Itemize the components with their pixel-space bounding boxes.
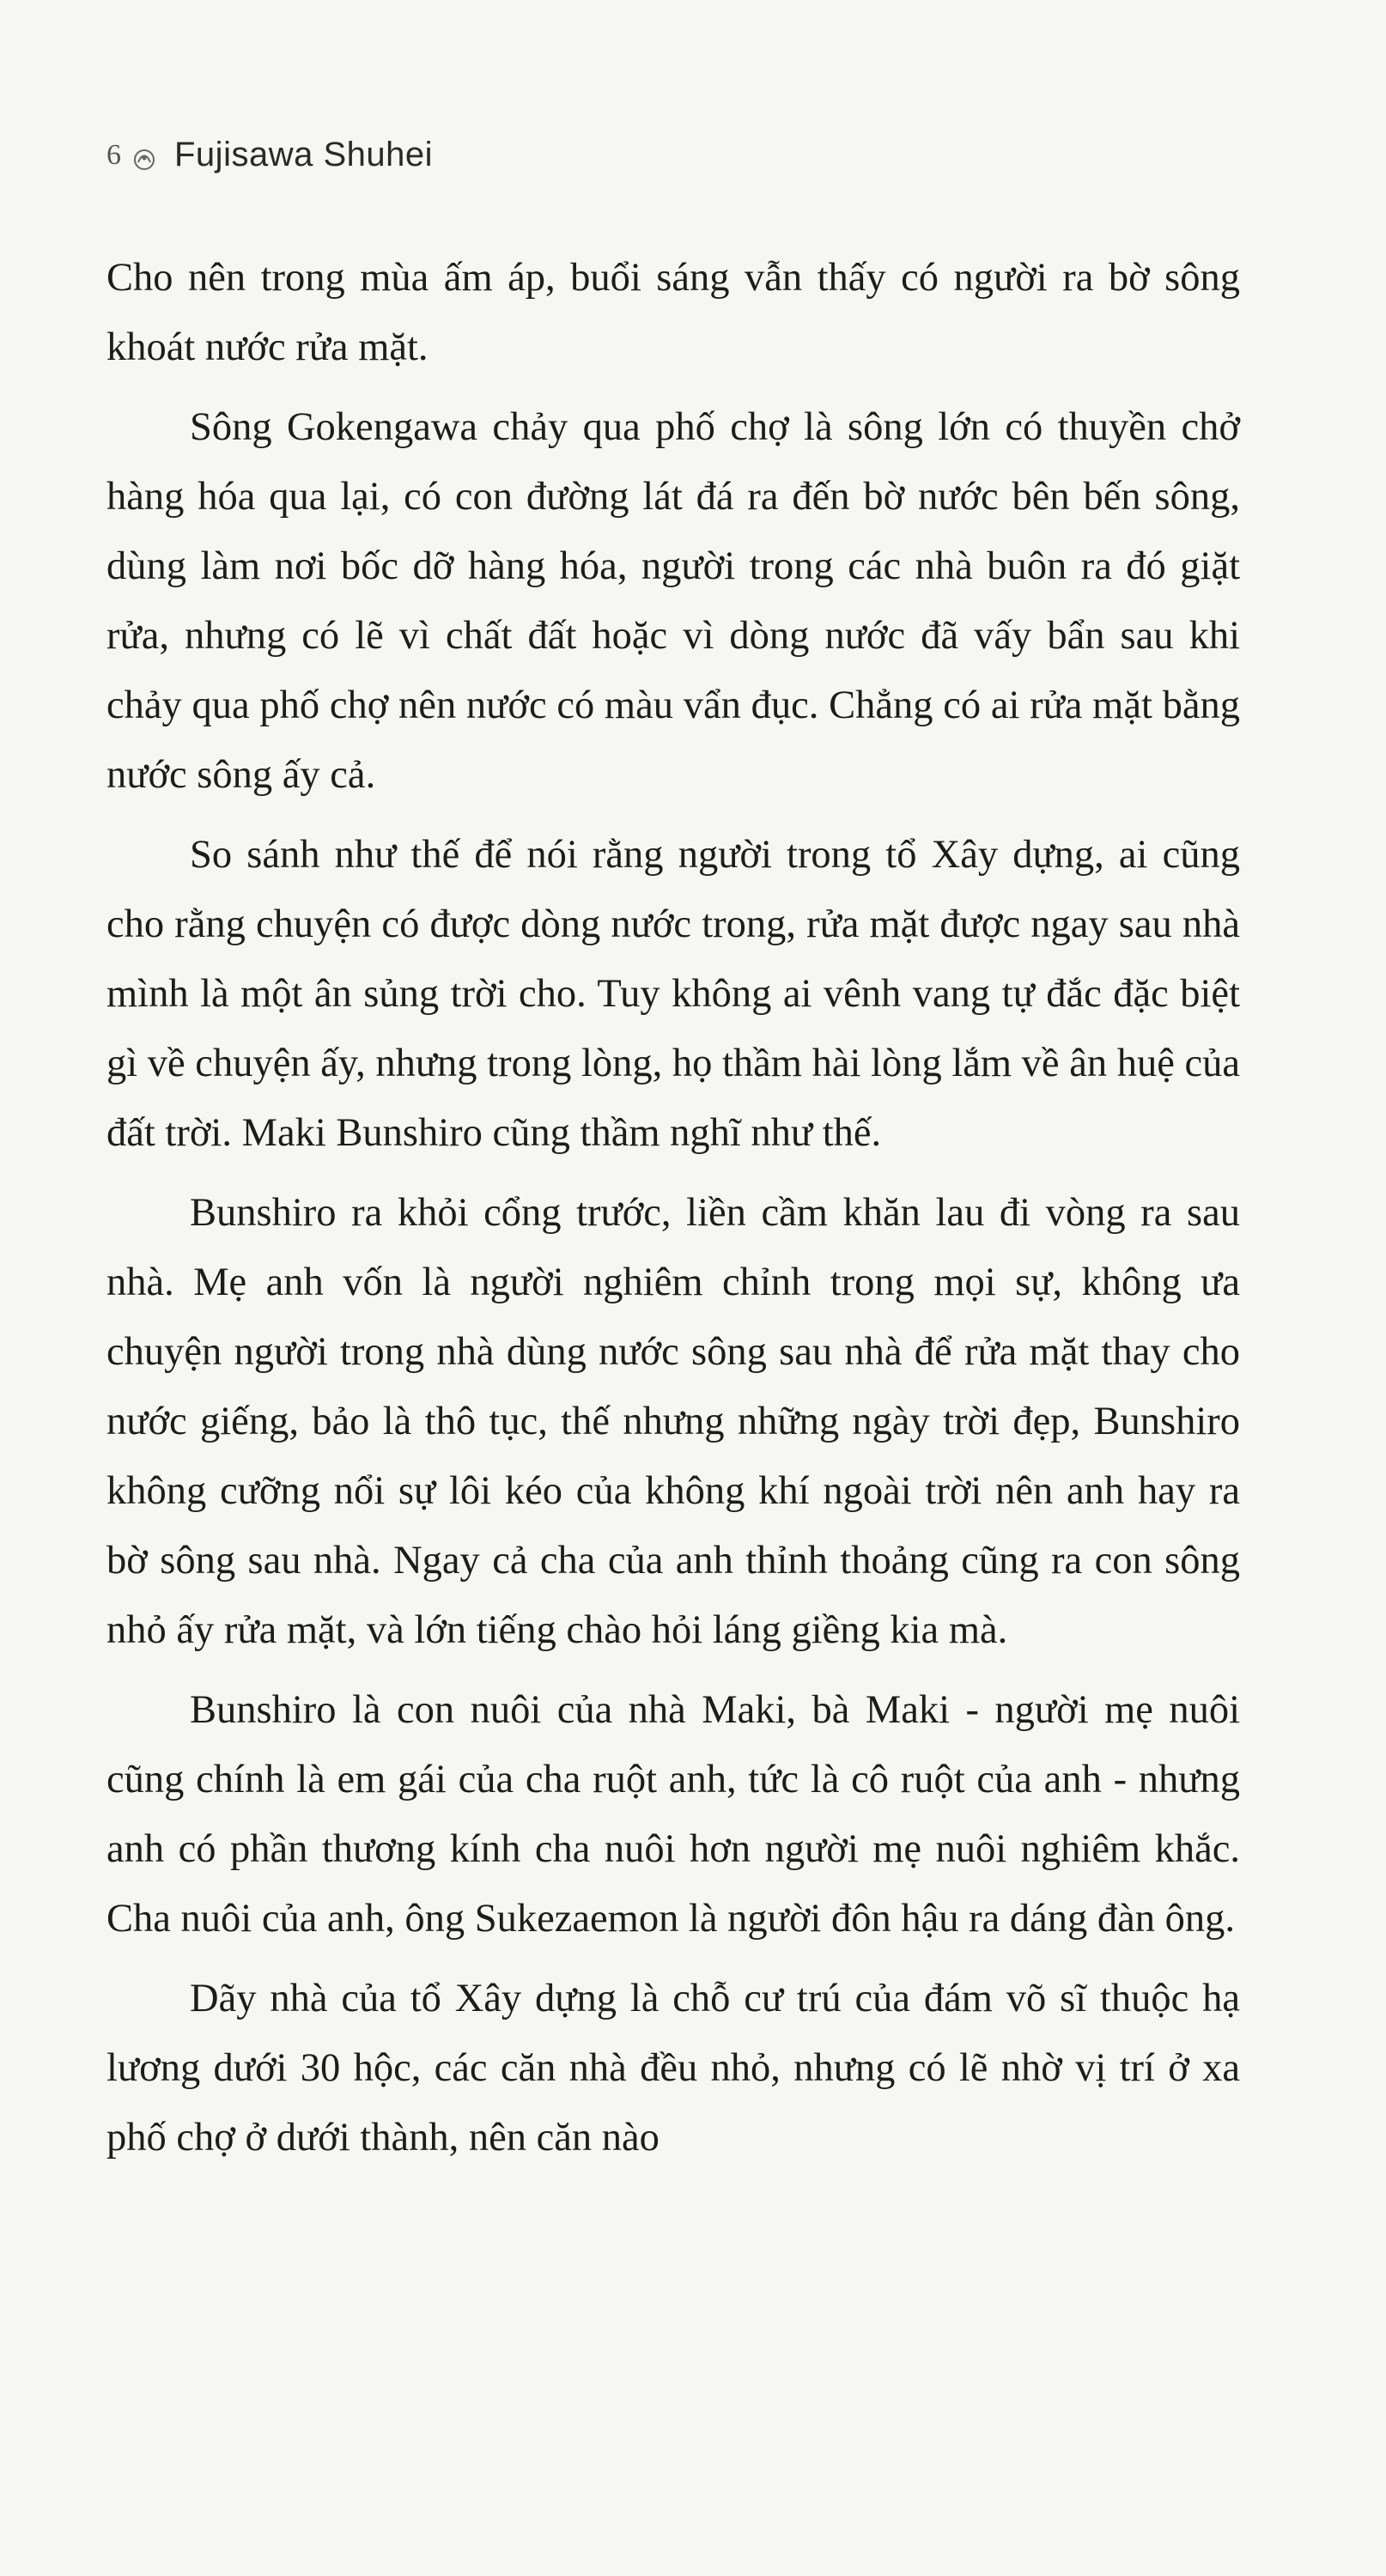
paragraph-6: Dãy nhà của tổ Xây dựng là chỗ cư trú của đám võ sĩ thuộc hạ lương dưới 30 hộc, các căn nhà đều nhỏ, nhưng có lẽ nhờ vị trí ở xa phố chợ ở dưới thành, nên căn nào [106, 1977, 1240, 2160]
body-text [106, 243, 1240, 2172]
running-header [106, 136, 433, 174]
paragraph-3: So sánh như thế để nói rằng người trong tổ Xây dựng, ai cũng cho rằng chuyện có được dòng nước trong, rửa mặt được ngay sau nhà mình là một ân sủng trời cho. Tuy không ai vênh vang tự đắc đặc biệt gì về chuyện ấy, nhưng trong lòng, họ thầm hài lòng lắm về ân huệ của đất trời. Maki Bunshiro cũng thầm nghĩ như thế. [106, 833, 1240, 1155]
floral-ornament-icon [131, 143, 157, 168]
paragraph-5: Bunshiro là con nuôi của nhà Maki, bà Maki - người mẹ nuôi cũng chính là em gái của cha ruột anh, tức là cô ruột của anh - nhưng anh có phần thương kính cha nuôi hơn người mẹ nuôi nghiêm khắc. Cha nuôi của anh, ông Sukezaemon là người đôn hậu ra dáng đàn ông. [106, 1688, 1240, 1941]
paragraph-1: Cho nên trong mùa ấm áp, buổi sáng vẫn thấy có người ra bờ sông khoát nước rửa mặt. [106, 256, 1240, 369]
paragraph-2: Sông Gokengawa chảy qua phố chợ là sông lớn có thuyền chở hàng hóa qua lại, có con đường lát đá ra đến bờ nước bên bến sông, dùng làm nơi bốc dỡ hàng hóa, người trong các nhà buôn ra đó giặt rửa, nhưng có lẽ vì chất đất hoặc vì dòng nước đã vấy bẩn sau khi chảy qua phố chợ nên nước có màu vẩn đục. Chẳng có ai rửa mặt bằng nước sông ấy cả. [106, 405, 1240, 797]
author-name: Fujisawa Shuhei [174, 136, 433, 173]
paragraph-4: Bunshiro ra khỏi cổng trước, liền cầm khăn lau đi vòng ra sau nhà. Mẹ anh vốn là người nghiêm chỉnh trong mọi sự, không ưa chuyện người trong nhà dùng nước sông sau nhà để rửa mặt thay cho nước giếng, bảo là thô tục, thế nhưng những ngày trời đẹp, Bunshiro không cưỡng nổi sự lôi kéo của không khí ngoài trời nên anh hay ra bờ sông sau nhà. Ngay cả cha của anh thỉnh thoảng cũng ra con sông nhỏ ấy rửa mặt, và lớn tiếng chào hỏi láng giềng kia mà. [106, 1191, 1240, 1652]
page-number: 6 [106, 138, 121, 171]
